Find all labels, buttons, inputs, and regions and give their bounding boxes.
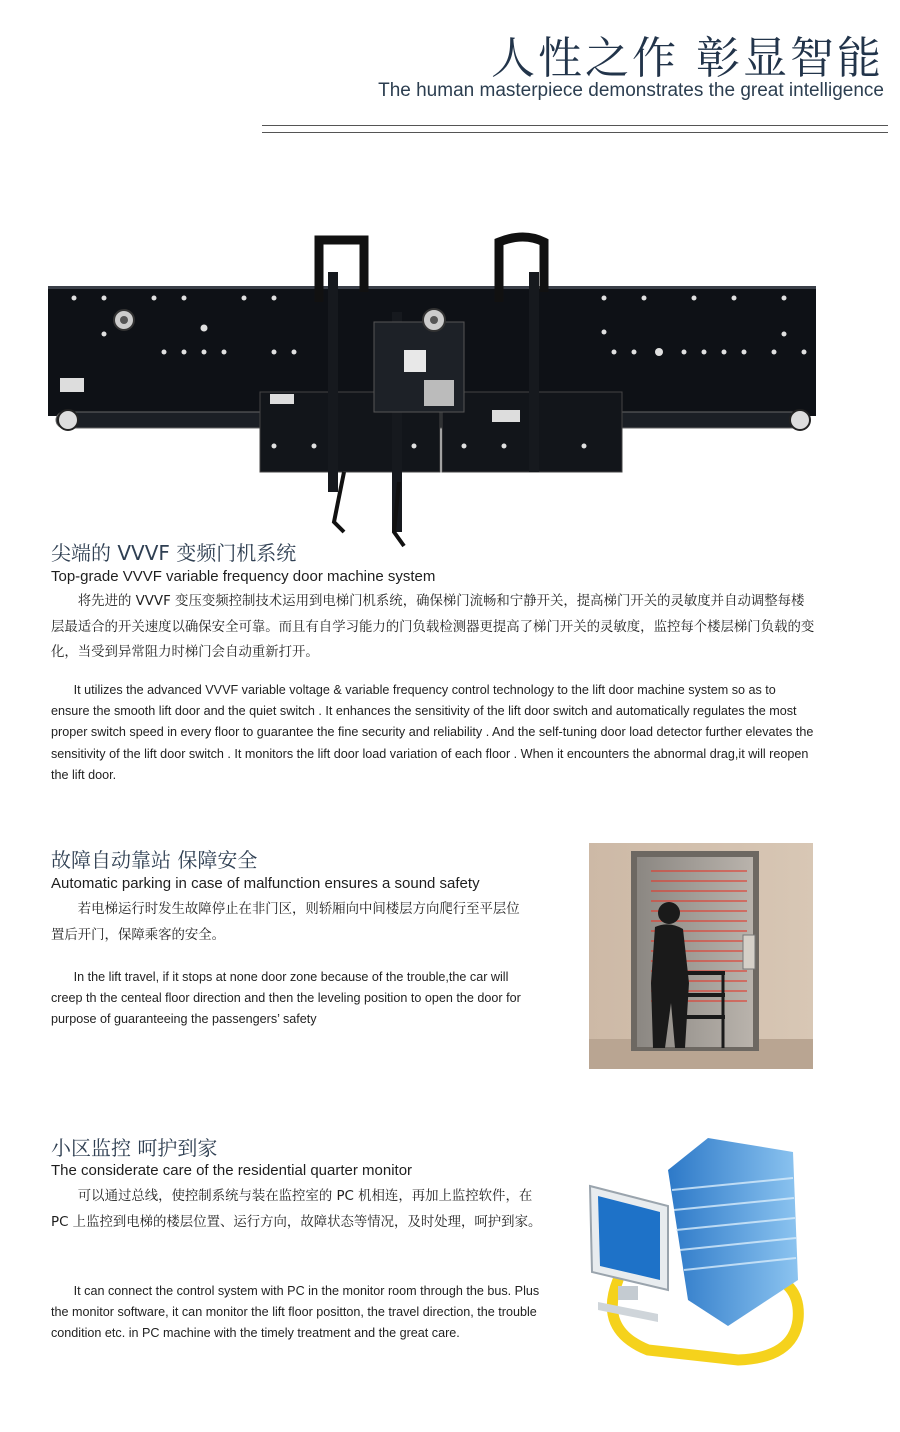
section-1-body-cn: 将先进的 VVVF 变压变频控制技术运用到电梯门机系统，确保梯门流畅和宁静开关，提高梯门开关的灵敏度并自动调整每楼层最适合的开关速度以确保安全可靠。而且有自学习能力的门负载检测器更提高了梯门开关的灵敏度，监控每个楼层梯门负载的变化，当受到异常阻力时梯门会自动重新打开。 <box>51 594 815 660</box>
page-title: 人性之作 彰显智能 <box>491 33 884 84</box>
section-2-heading-en: Automatic parking in case of malfunction ensures a sound safety <box>51 875 480 892</box>
section-2-heading-cn: 故障自动靠站 保障安全 <box>51 848 258 872</box>
section-3-body-en: It can connect the control system with PC in the monitor room through the bus. Plus the monitor software, it can monitor the lift floor positton, the travel direction, the trouble condition etc. in PC machine with the timely treatment and the great care. <box>51 1284 540 1341</box>
section-2-body-cn: 若电梯运行时发生故障停止在非门区，则轿厢向中间楼层方向爬行至平层位置后开门，保障乘客的安全。 <box>51 902 520 943</box>
header-divider-bottom <box>262 132 888 133</box>
page-subtitle: The human masterpiece demonstrates the great intelligence <box>378 80 884 101</box>
section-1-heading-en: Top-grade VVVF variable frequency door machine system <box>51 568 436 585</box>
monitor-building-illustration <box>588 1130 810 1366</box>
section-3-heading-en: The considerate care of the residential quarter monitor <box>51 1162 413 1179</box>
section-1-body-en: It utilizes the advanced VVVF variable voltage & variable frequency control technology to the lift door machine system so as to ensure the smooth lift door and the quiet switch . It enhances the sensitivity of the lift door switch and automatically regulates the most proper switch speed in every floor to guarantee the fine security and reliability . And the self-tuning door load detector further elevates the sensitivity of the lift door switch . It monitors the lift door load variation of each floor . When it encounters the abnormal drag,it will reopen the lift door. <box>51 683 814 782</box>
section-2-body-en: In the lift travel, if it stops at none door zone because of the trouble,the car will creep th the centeal floor direction and then the leveling position to open the door for purpose of guaranteeing the passengers’ safety <box>51 970 521 1027</box>
door-machine-image <box>44 232 820 548</box>
header-divider-top <box>262 125 888 126</box>
section-3-heading-cn: 小区监控 呵护到家 <box>51 1136 218 1160</box>
section-1-heading-cn: 尖端的 VVVF 变频门机系统 <box>51 541 297 565</box>
lift-door-photo <box>589 843 813 1069</box>
section-3-body-cn: 可以通过总线，使控制系统与装在监控室的 PC 机相连，再加上监控软件，在 PC 上监控到电梯的楼层位置、运行方向，故障状态等情况，及时处理，呵护到家。 <box>51 1189 542 1230</box>
